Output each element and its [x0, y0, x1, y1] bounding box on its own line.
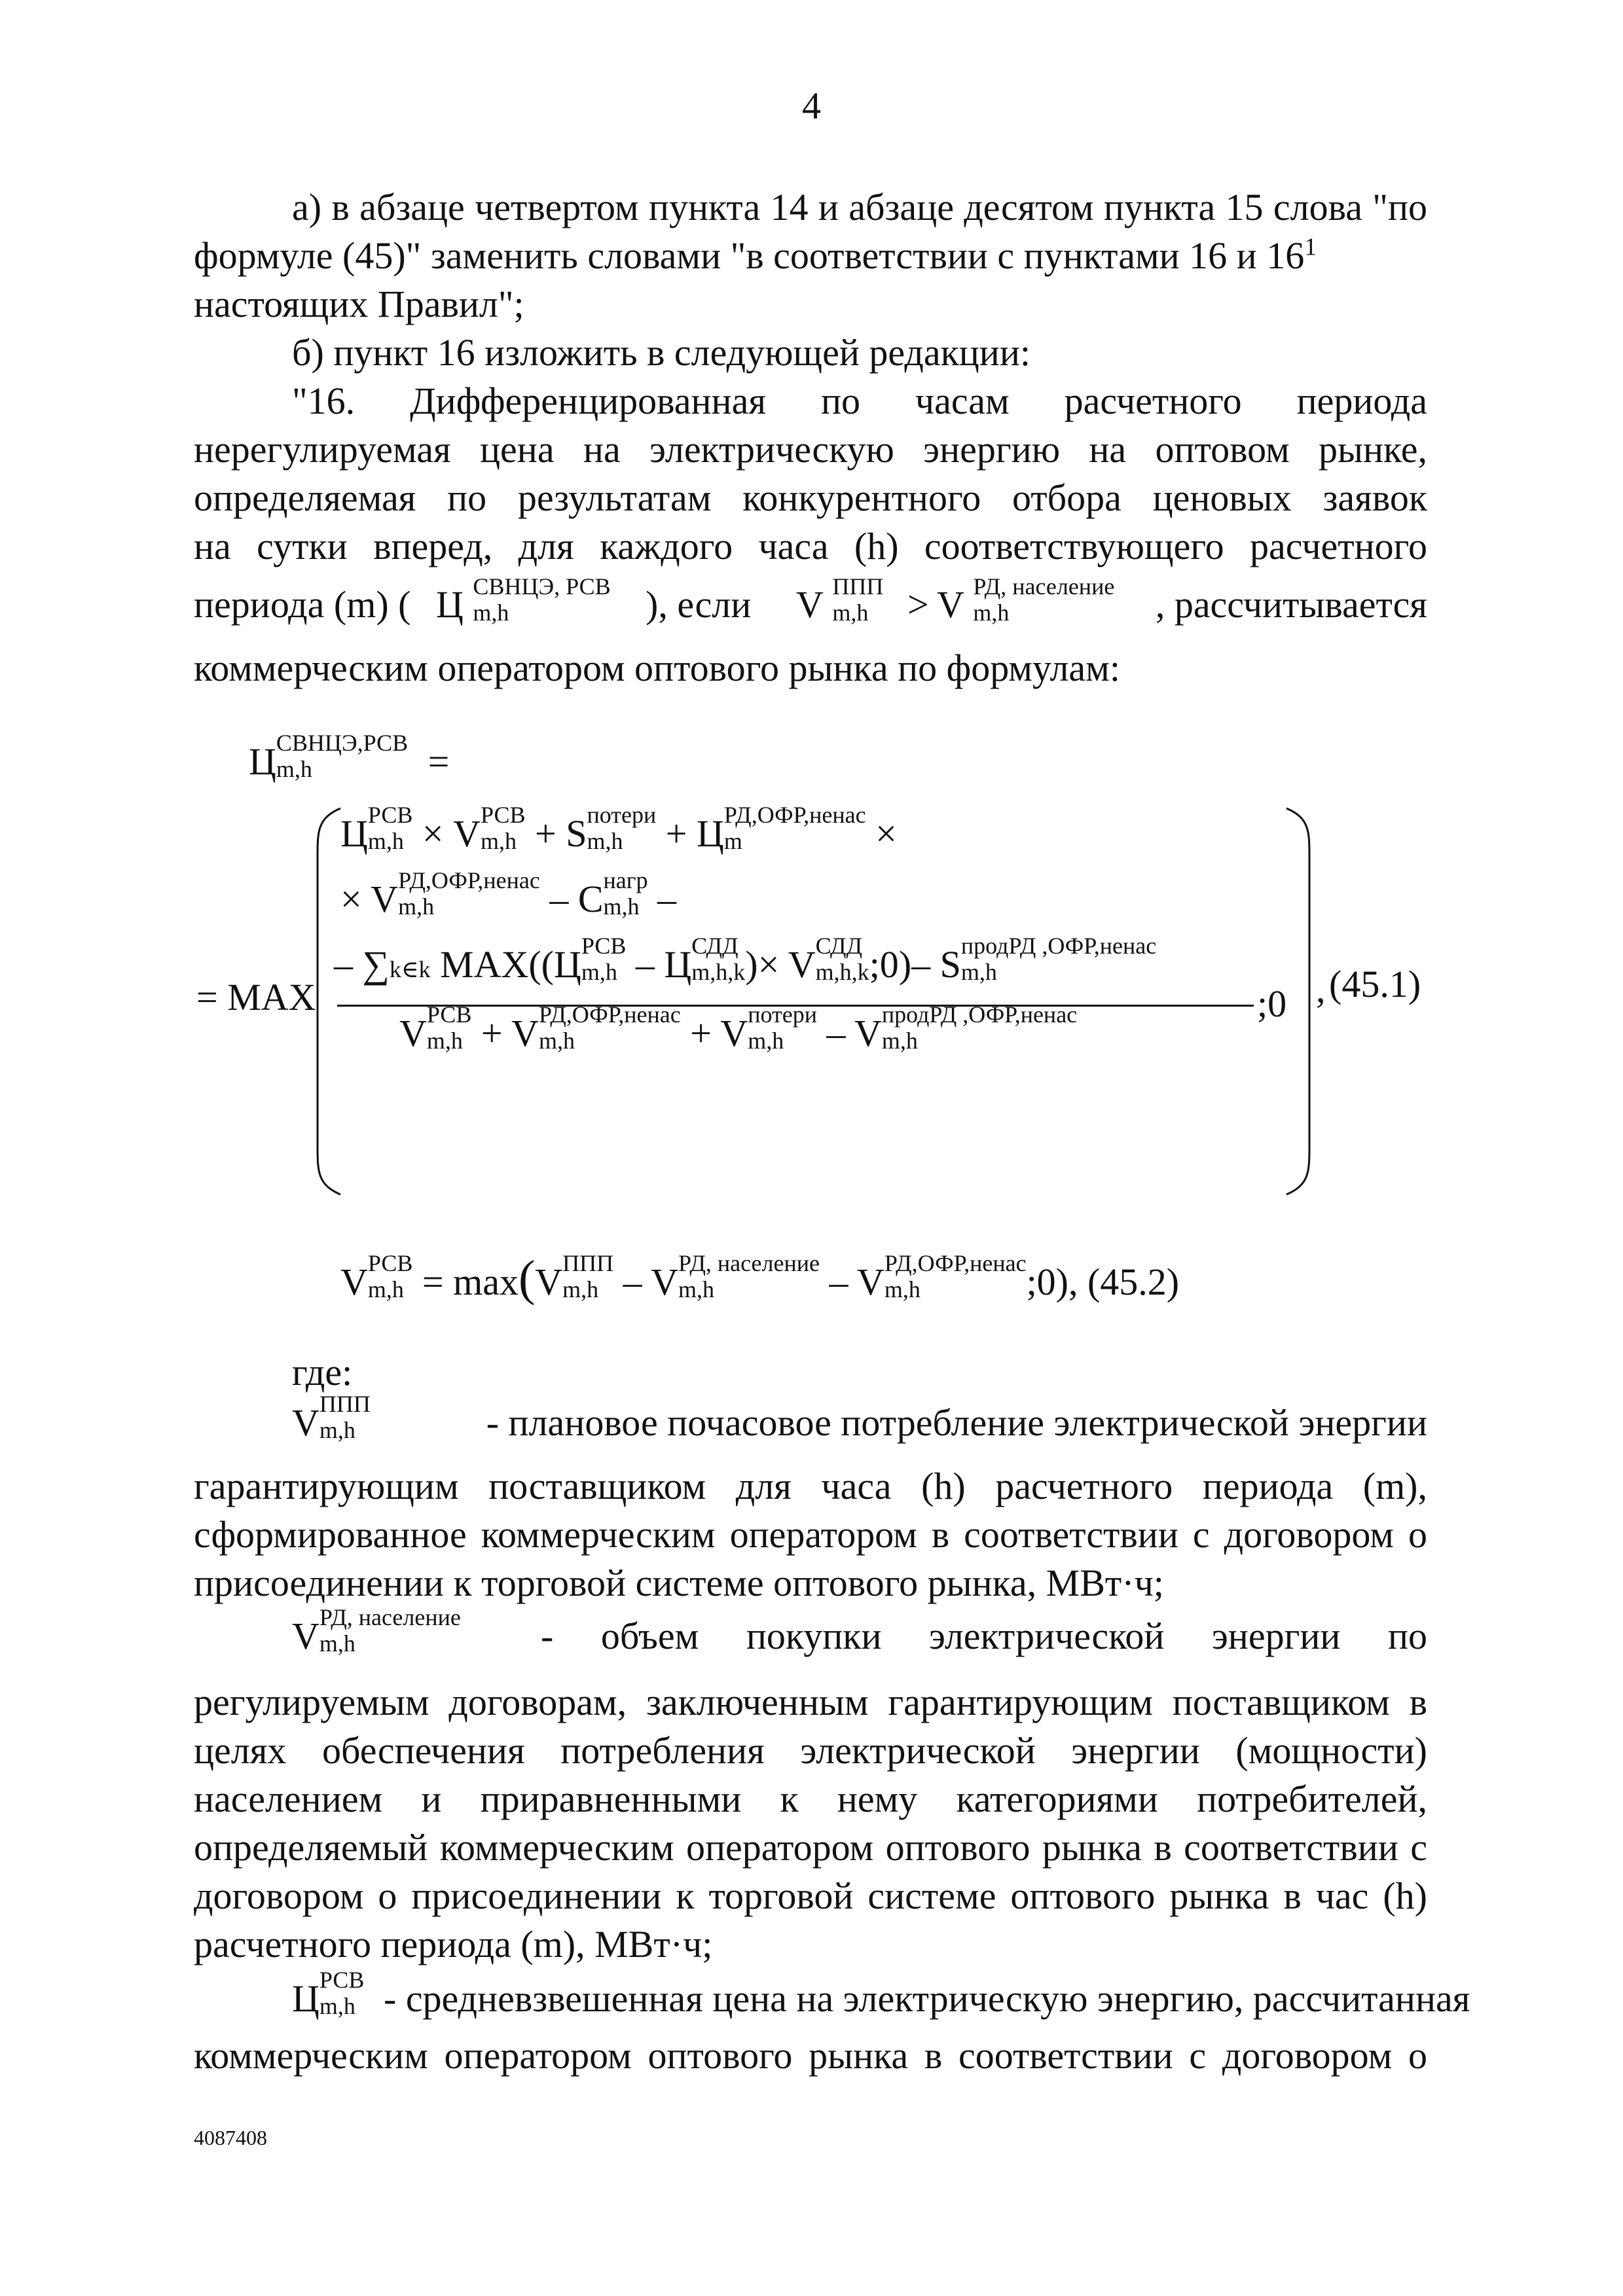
sub-mh: m,h: [319, 1992, 356, 2019]
paragraph-a-line-3: настоящих Правил";: [194, 283, 524, 325]
minus: –: [911, 943, 931, 986]
formula-45-1-lhs: [249, 729, 450, 783]
lhs-scripts: [276, 730, 408, 782]
scripts: [481, 802, 525, 854]
paragraph-16: [194, 377, 1427, 571]
times: ×: [340, 878, 362, 920]
price-letter: Ц: [249, 740, 276, 783]
times: ×: [757, 943, 780, 986]
sub-mh: m,h: [426, 1027, 463, 1054]
equals-max: = max: [422, 1261, 519, 1303]
formula-45-2: [340, 1250, 1179, 1307]
price-scripts: [473, 573, 610, 626]
sup-svnce-rsv: СВНЦЭ,РСВ: [276, 729, 409, 756]
def-rd-line-6: договором о присоединении к торговой системе оптового рынка в час (h): [194, 1874, 1427, 1917]
sup-rd-ofr: РД,ОФР,ненас: [398, 867, 540, 893]
zero-separator: ;0: [869, 943, 899, 986]
p16-line-3: определяемая по результатам конкурентного отбора ценовых заявок: [194, 476, 1427, 519]
s-letter: S: [566, 812, 587, 855]
sup-nagr: нагр: [603, 867, 648, 893]
sup-prod: продРД ,ОФР,ненас: [881, 1001, 1078, 1028]
sup-sdd: СДД: [815, 932, 863, 959]
end-separator: ;0: [1257, 982, 1287, 1025]
sup-sdd: СДД: [691, 932, 739, 959]
sup-ppp: ППП: [562, 1249, 614, 1276]
sub-mhk: m,h,k: [691, 958, 746, 985]
scripts: [882, 1001, 1077, 1054]
sub-mh: m,h: [960, 958, 997, 985]
sub-mh: m,h: [319, 1416, 356, 1443]
sup-poteri: потери: [587, 801, 657, 828]
sub-mh: m,h: [581, 958, 617, 985]
paragraph-a-line-2-text: [194, 232, 1317, 280]
def-rd-line-4: населением и приравненными к нему категориями потребителей,: [194, 1778, 1427, 1820]
s-letter: S: [939, 943, 961, 986]
p16-line-6: коммерческим оператором оптового рынка по формулам:: [194, 647, 1120, 689]
def-ppp-line-4: присоединении к торговой системе оптового рынка, МВт·ч;: [194, 1562, 1164, 1604]
sub-mh: m,h: [678, 1276, 715, 1302]
paragraph-a-line-1: а) в абзаце четвертом пункта 14 и абзаце десятом пункта 15 слова "по: [292, 186, 1427, 228]
scripts: [319, 1967, 364, 2019]
minus: –: [829, 1261, 848, 1303]
denominator: [399, 1001, 1078, 1055]
sub-mh: m,h: [562, 1276, 599, 1302]
v-letter: V: [720, 1012, 748, 1054]
scripts: [678, 1250, 820, 1302]
sup-rd-ofr: РД,ОФР,ненас: [538, 1001, 681, 1028]
plus: +: [690, 1012, 712, 1054]
formula-number-45-1: (45.1): [1329, 963, 1421, 1005]
v-letter: V: [854, 1012, 882, 1054]
sub-mh: m,h: [480, 827, 517, 854]
plus: +: [481, 1012, 503, 1054]
scripts: [748, 1001, 817, 1054]
v-letter: V: [453, 812, 481, 855]
v-letter: V: [292, 1615, 319, 1657]
scripts: [427, 1001, 471, 1054]
sup-rsv: РСВ: [319, 1966, 365, 1993]
sub-mh: m,h: [603, 893, 640, 920]
sup-ppp: ППП: [319, 1390, 371, 1417]
sup-rsv: РСВ: [367, 1249, 413, 1276]
p16-line-4: на сутки вперед, для каждого часа (h) соответствующего расчетного: [194, 525, 1427, 567]
comma: ,: [1316, 968, 1326, 1011]
def-rsv-text: - средневзвешенная цена на электрическую энергию, рассчитанная: [384, 1977, 1470, 2020]
def-rsv-line-2: коммерческим оператором оптового рынка в соответствии с договором о: [194, 2034, 1427, 2077]
sup-rd-ofr: РД,ОФР,ненас: [723, 801, 866, 828]
paragraph-a-line-2: [194, 232, 1427, 280]
def-rd-body: [194, 1678, 1427, 1969]
numerator-line-3: – ∑k∈k MAX((Ц РСВ m,h – Ц СДД m,h,k )× V СДД m,h,k ;0)– S продРД ,ОФР,ненас m,h: [334, 932, 1157, 986]
plus: +: [665, 812, 687, 855]
scripts: [398, 867, 540, 920]
scripts: [368, 1250, 412, 1302]
scripts: [816, 933, 869, 985]
def-ppp-line-1: [292, 1390, 1427, 1444]
sub-mh: m,h: [367, 827, 404, 854]
p16-line-5-c: , рассчитывается: [1155, 583, 1427, 626]
sub-mh: m,h: [276, 755, 312, 782]
plus: +: [534, 812, 556, 855]
scripts: [319, 1391, 371, 1443]
price-letter: Ц: [436, 583, 464, 626]
numerator-line-2: [340, 867, 677, 921]
def-ppp-text: - плановое почасовое потребление электрической энергии: [486, 1401, 1427, 1444]
def-ppp-line-3: сформированное коммерческим оператором в соответствии с договором о: [194, 1513, 1427, 1556]
minus: –: [657, 878, 677, 920]
def-rd-line-2: регулируемым договорам, заключенным гарантирующим поставщиком в: [194, 1681, 1427, 1723]
sup-poteri: потери: [748, 1001, 818, 1028]
p16-line-1: "16. Дифференцированная по часам расчетного периода: [292, 380, 1427, 422]
sup-rsv: РСВ: [581, 932, 627, 959]
sup-rsv: РСВ: [480, 801, 526, 828]
sum-subscript: k∈k: [389, 956, 431, 982]
scripts: [884, 1250, 1027, 1302]
sup-rd-nas: РД, население: [319, 1604, 461, 1630]
def-rd-line-3: целях обеспечения потребления электрической энергии (мощности): [194, 1729, 1427, 1772]
v-letter: V: [937, 583, 964, 626]
paragraph-a: [194, 183, 1427, 329]
document-id: 4087408: [194, 2126, 267, 2149]
sup-prod: продРД ,ОФР,ненас: [960, 932, 1157, 959]
minus: –: [826, 1012, 846, 1054]
v-ppp-scripts: [832, 573, 883, 626]
sub-mh: m,h: [832, 599, 869, 626]
sub-mh: m,h: [748, 1027, 784, 1054]
sub-mh: m,h: [319, 1630, 356, 1657]
greater-than: >: [907, 583, 929, 626]
v-letter: V: [651, 1261, 678, 1303]
minus: –: [635, 943, 655, 986]
times: ×: [875, 812, 897, 855]
numerator-line-1: [340, 801, 897, 855]
scripts: [961, 933, 1156, 985]
sub-mh: m,h: [473, 599, 509, 626]
sup-rsv: РСВ: [426, 1001, 472, 1028]
def-rd-line-5: определяемый коммерческим оператором оптового рынка в соответствии с: [194, 1826, 1427, 1869]
times: ×: [422, 812, 444, 855]
cost-letter: С: [577, 878, 604, 920]
open-paren: (: [518, 1251, 536, 1306]
sub-mh: m,h: [367, 1276, 404, 1302]
scripts: [581, 933, 626, 985]
def-rd-text: - объем покупки электрической энергии по: [541, 1615, 1427, 1657]
sup-svnce-rsv: СВНЦЭ, РСВ: [473, 573, 611, 600]
p16-line-5-a: периода (m) (: [194, 583, 411, 626]
formula-45-2-tail: ;0), (45.2): [1026, 1261, 1180, 1303]
v-letter: V: [399, 1012, 427, 1054]
def-rsv-body: [194, 2032, 1427, 2080]
def-rd-line-7: расчетного периода (m), МВт·ч;: [194, 1923, 713, 1965]
inner-max: MAX: [440, 943, 529, 986]
max-label: = MAX: [196, 976, 316, 1018]
sub-mh: m,h: [973, 599, 1010, 626]
where-label: где:: [292, 1351, 353, 1393]
v-letter: V: [371, 878, 399, 920]
scripts: [604, 867, 648, 920]
price-letter: Ц: [340, 812, 368, 855]
sub-mh: m,h: [398, 893, 435, 920]
p16-line-2: нерегулируемая цена на электрическую энергию на оптовом рынке,: [194, 428, 1427, 471]
v-letter: V: [788, 943, 816, 986]
def-ppp-body: [194, 1462, 1427, 1607]
paragraph-a-line-2-main: формуле (45)" заменить словами "в соответствии с пунктами 16 и 16: [194, 234, 1305, 277]
price-letter: Ц: [554, 943, 581, 986]
v-letter: V: [292, 1401, 319, 1444]
minus: –: [549, 878, 569, 920]
p16-line-5: [194, 573, 1427, 635]
sub-m: m: [723, 827, 742, 854]
v-letter: V: [796, 583, 823, 626]
v-letter: V: [511, 1012, 539, 1054]
def-ppp-line-2: гарантирующим поставщиком для часа (h) расчетного периода (m),: [194, 1465, 1427, 1507]
scripts: [587, 802, 656, 854]
v-rd-scripts: [973, 573, 1114, 626]
p16-line-5-b: ), если: [646, 583, 752, 626]
price-letter: Ц: [664, 943, 692, 986]
paragraph-b: б) пункт 16 изложить в следующей редакции:: [292, 331, 1030, 374]
sum-sign: – ∑: [334, 943, 390, 986]
sup-rd-ofr: РД,ОФР,ненас: [884, 1249, 1027, 1276]
scripts: [724, 802, 866, 854]
scripts: [368, 802, 412, 854]
v-rd-symbol: [937, 573, 1115, 626]
def-rsv-line-1: [292, 1966, 1470, 2020]
equals-sign: =: [428, 740, 450, 783]
price-letter: Ц: [696, 812, 724, 855]
def-rd-line-1: [292, 1604, 1427, 1658]
v-ppp-symbol: [796, 573, 884, 626]
sup-rd-nas: РД, население: [973, 573, 1115, 600]
sup-ppp: ППП: [832, 573, 884, 600]
scripts: [691, 933, 745, 985]
sup-rsv: РСВ: [367, 801, 413, 828]
v-letter: V: [856, 1261, 884, 1303]
sub-mh: m,h: [538, 1027, 575, 1054]
superscript-one: 1: [1304, 233, 1317, 261]
v-letter: V: [535, 1261, 563, 1303]
sub-mh: m,h: [587, 827, 623, 854]
sub-mhk: m,h,k: [815, 958, 869, 985]
sub-mh: m,h: [884, 1276, 921, 1302]
minus: –: [623, 1261, 642, 1303]
scripts: [539, 1001, 681, 1054]
scripts: [319, 1604, 461, 1657]
sup-rd-nas: РД, население: [678, 1249, 820, 1276]
sub-mh: m,h: [881, 1027, 918, 1054]
scripts: [562, 1250, 613, 1302]
page-number: 4: [802, 84, 821, 127]
price-svnce-symbol: [436, 573, 611, 626]
v-letter: V: [340, 1261, 368, 1303]
price-letter: Ц: [292, 1977, 319, 2020]
